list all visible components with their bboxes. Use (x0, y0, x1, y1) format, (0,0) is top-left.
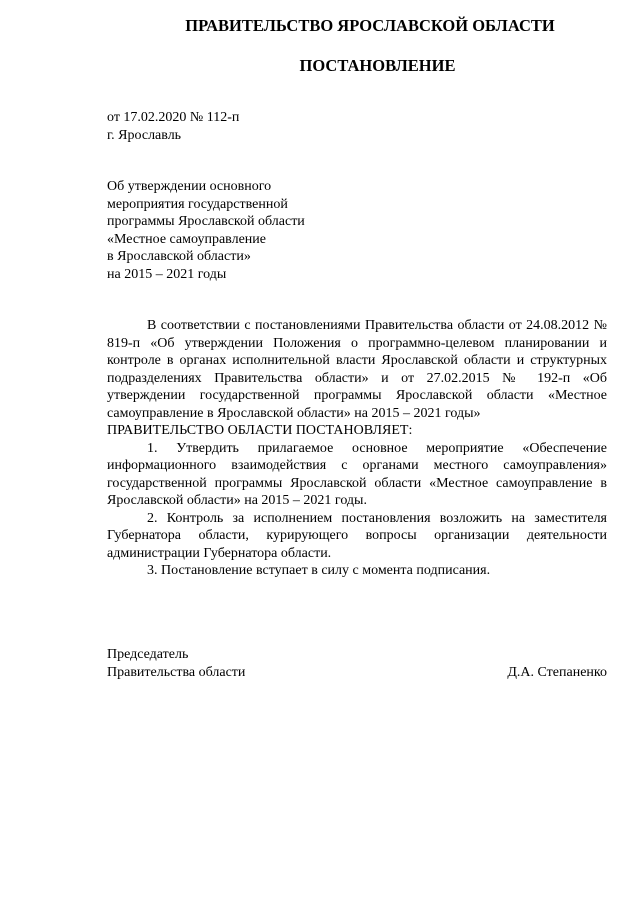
document-body (107, 317, 607, 580)
subject-line: на 2015 – 2021 годы (107, 266, 227, 282)
resolution-item-2: 2. Контроль за исполнением постановления возложить на заместителя Губернатора области, курирующего вопросы организации деятельности администрации Губернатора области. (107, 510, 607, 561)
signer-position-line1: Председатель (107, 647, 189, 662)
subject-line: программы Ярославской области (107, 214, 305, 229)
city: г. Ярославль (107, 127, 182, 143)
date-number: от 17.02.2020 № 112-п (107, 110, 240, 125)
document-type: ПОСТАНОВЛЕНИЕ (299, 56, 456, 75)
signature-block (107, 646, 607, 681)
subject-line: Об утверждении основного (107, 179, 272, 194)
preamble-paragraph: В соответствии с постановлениями Правительства области от 24.08.2012 № 819-п «Об утверждении Положения о программно-целевом планировании и контроле в органах исполнительной власти Ярославской области и структурных подразделениях Правительства области» и от 27.02.2015 № 192-п «Об утверждении государственной программы Ярославской области «Местное самоуправление в Ярославской области» на 2015 – 2021 годы» (107, 318, 607, 421)
subject-line: мероприятия государственной (107, 196, 288, 212)
subject-line: в Ярославской области» (107, 249, 251, 264)
signer-position-line2: Правительства области (107, 664, 246, 680)
subject-line: «Местное самоуправление (107, 231, 266, 247)
resolves-line: ПРАВИТЕЛЬСТВО ОБЛАСТИ ПОСТАНОВЛЯЕТ: (107, 423, 413, 438)
document-subject (107, 178, 305, 283)
resolution-item-3: 3. Постановление вступает в силу с момента подписания. (147, 563, 491, 578)
government-title: ПРАВИТЕЛЬСТВО ЯРОСЛАВСКОЙ ОБЛАСТИ (185, 16, 555, 35)
resolution-item-1: 1. Утвердить прилагаемое основное мероприятие «Обеспечение информационного взаимодействия с органами местного самоуправления» государственной программы Ярославской области «Местное самоуправление в Ярославской области» на 2015 – 2021 годы. (107, 440, 607, 508)
signer-name: Д.А. Степаненко (507, 664, 607, 680)
document-meta (107, 109, 239, 144)
